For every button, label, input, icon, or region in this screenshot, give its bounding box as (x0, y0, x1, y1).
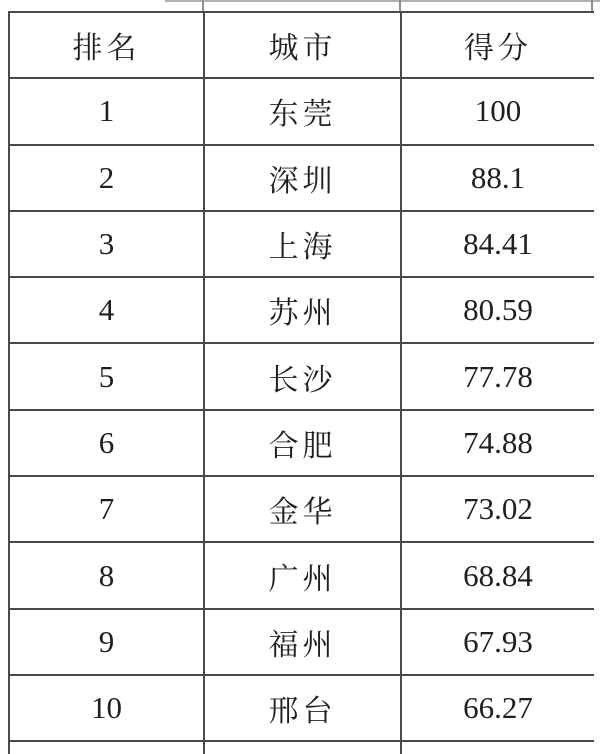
table-row (9, 476, 594, 542)
city-cell: 金华 (204, 476, 401, 542)
score-cell: 73.02 (401, 476, 594, 542)
partial-cropped-row (9, 741, 594, 754)
rank-cell: 9 (9, 609, 204, 675)
table-row (9, 211, 594, 277)
city-cell: 长沙 (204, 343, 401, 409)
score-cell: 77.78 (401, 343, 594, 409)
city-cell (204, 741, 401, 754)
score-cell: 100 (401, 78, 594, 144)
table-row (9, 410, 594, 476)
rank-cell: 10 (9, 675, 204, 741)
score-cell: 68.84 (401, 542, 594, 608)
rank-cell: 8 (9, 542, 204, 608)
score-cell (401, 741, 594, 754)
rank-cell: 7 (9, 476, 204, 542)
header-rank: 排名 (9, 12, 204, 78)
header-score: 得分 (401, 12, 594, 78)
city-cell: 福州 (204, 609, 401, 675)
table-row (9, 145, 594, 211)
table-row (9, 675, 594, 741)
city-cell: 邢台 (204, 675, 401, 741)
table-row (9, 609, 594, 675)
cropped-row-above-line (165, 0, 600, 2)
table-row (9, 277, 594, 343)
rank-cell: 6 (9, 410, 204, 476)
score-cell: 67.93 (401, 609, 594, 675)
city-cell: 广州 (204, 542, 401, 608)
score-cell: 80.59 (401, 277, 594, 343)
city-cell: 合肥 (204, 410, 401, 476)
rank-cell (9, 741, 204, 754)
table-row (9, 78, 594, 144)
city-cell: 苏州 (204, 277, 401, 343)
header-city: 城市 (204, 12, 401, 78)
city-cell: 上海 (204, 211, 401, 277)
table-row (9, 542, 594, 608)
rank-cell: 4 (9, 277, 204, 343)
city-ranking-table (8, 11, 594, 754)
score-cell: 66.27 (401, 675, 594, 741)
ranking-table-container (8, 11, 594, 754)
table-row (9, 343, 594, 409)
score-cell: 74.88 (401, 410, 594, 476)
rank-cell: 3 (9, 211, 204, 277)
city-cell: 东莞 (204, 78, 401, 144)
rank-cell: 1 (9, 78, 204, 144)
score-cell: 84.41 (401, 211, 594, 277)
rank-cell: 5 (9, 343, 204, 409)
city-cell: 深圳 (204, 145, 401, 211)
score-cell: 88.1 (401, 145, 594, 211)
rank-cell: 2 (9, 145, 204, 211)
header-row (9, 12, 594, 78)
